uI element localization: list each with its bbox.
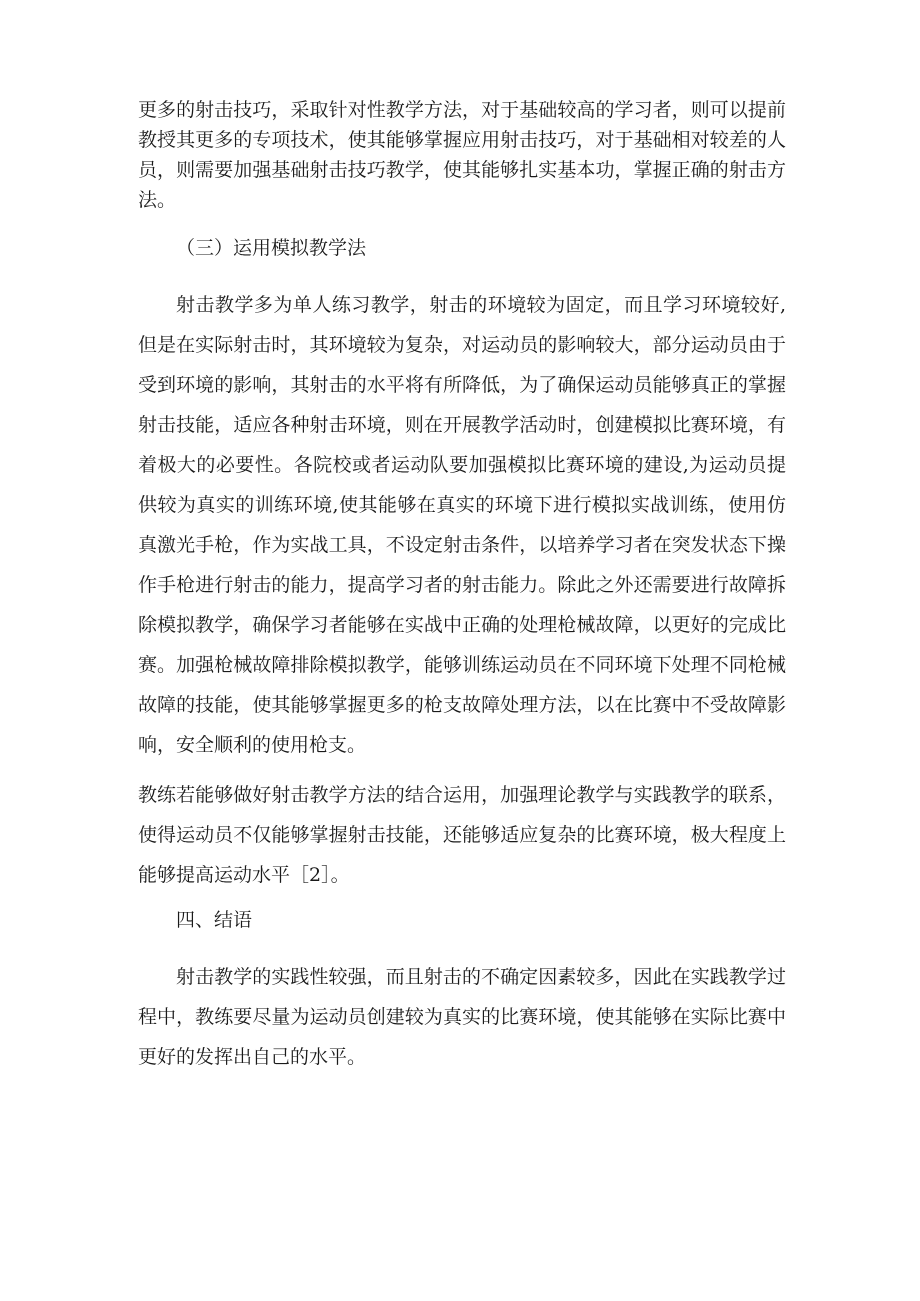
section-heading-4: 四、结语 [176,909,253,931]
paragraph-conclusion: 射击教学的实践性较强，而且射击的不确定因素较多，因此在实践教学过程中，教练要尽量为运动员创建较为真实的比赛环境，使其能够在实际比赛中更好的发挥出自己的水平。 [138,966,786,1068]
paragraph-simulation: 射击教学多为单人练习教学，射击的环境较为固定，而且学习环境较好,但是在实际射击时，其环境较为复杂，对运动员的影响较大，部分运动员由于受到环境的影响，其射击的水平将有所降低，为了确保运动员能够真正的掌握射击技能，适应各种射击环境，则在开展教学活动时，创建模拟比赛环境，有着极大的必要性。各院校或者运动队要加强模拟比赛环境的建设,为运动员提供较为真实的训练环境,使其能够在真实的环境下进行模拟实战训练，使用仿真激光手枪，作为实战工具，不设定射击条件，以培养学习者在突发状态下操作手枪进行射击的能力，提高学习者的射击能力。除此之外还需要进行故障拆除模拟教学，确保学习者能够在实战中正确的处理枪械故障，以更好的完成比赛。加强枪械故障排除模拟教学，能够训练运动员在不同环境下处理不同枪械故障的技能，使其能够掌握更多的枪支故障处理方法，以在比赛中不受故障影响，安全顺利的使用枪支。 [138,294,786,756]
document-page [138,95,786,1087]
section-heading-3: （三）运用模拟教学法 [176,237,367,259]
paragraph-summary: 教练若能够做好射击教学方法的结合运用，加强理论教学与实践教学的联系，使得运动员不仅能够掌握射击技能，还能够适应复杂的比赛环境，极大程度上能够提高运动水平［2］。 [138,784,786,886]
paragraph-continued: 更多的射击技巧，采取针对性教学方法，对于基础较高的学习者，则可以提前教授其更多的专项技术，使其能够掌握应用射击技巧，对于基础相对较差的人员，则需要加强基础射击技巧教学，使其能够扎实基本功，掌握正确的射击方法。 [138,99,786,211]
